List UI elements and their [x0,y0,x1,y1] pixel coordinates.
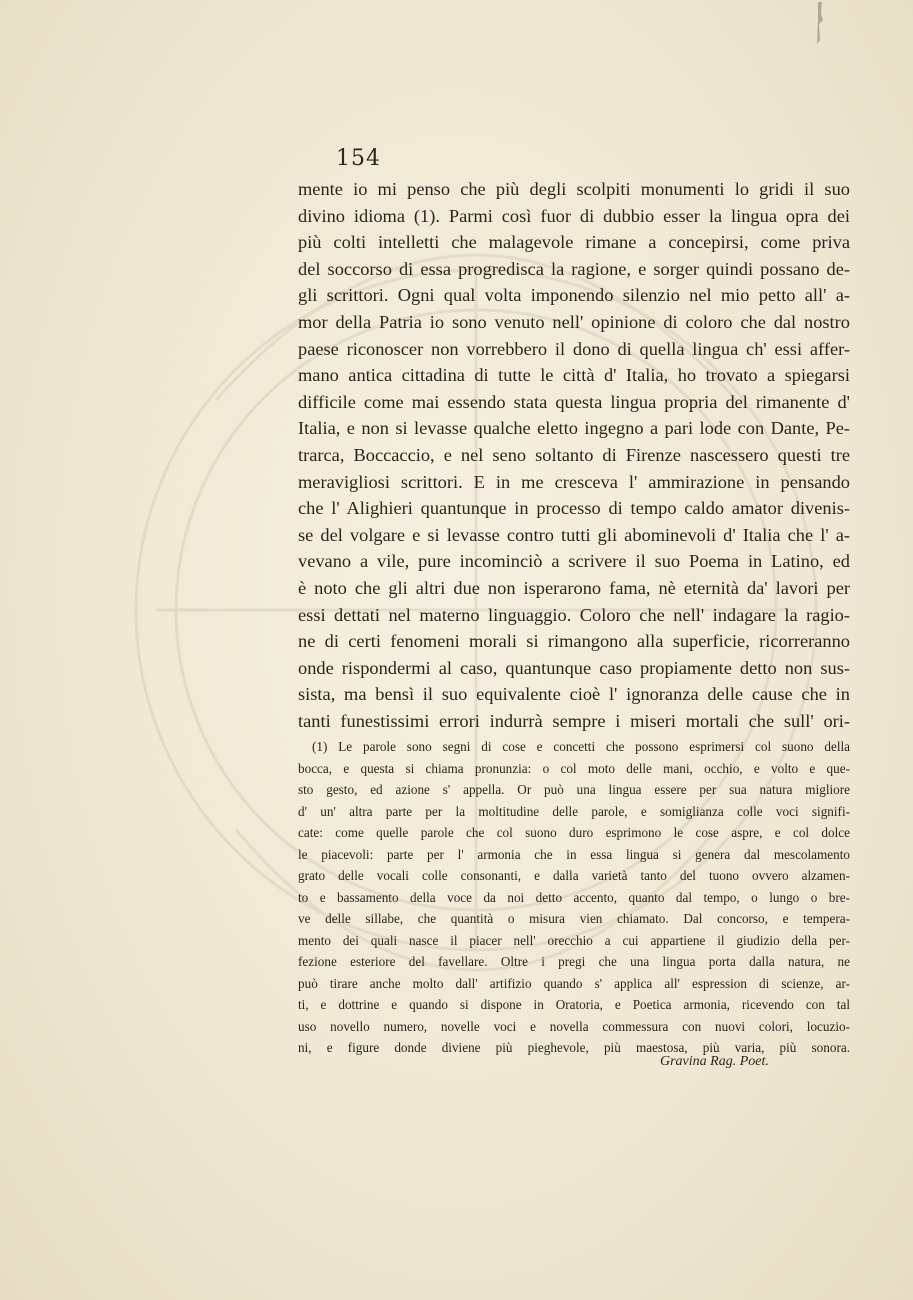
footnote-line: (1) Le parole sono segni di cose e concetti che possono esprimersi col suono della [312,739,850,754]
text-line: Italia, e non si levasse qualche eletto ingegno a pari lode con Dante, Pe- [298,418,850,439]
main-text [298,176,850,734]
text-line: mente io mi penso che più degli scolpiti monumenti lo gridi il suo [298,179,850,199]
footnote-line: to e bassamento della voce da noi detto accento, quanto dal tempo, o lungo o bre- [298,889,850,905]
footnote-line: d' un' altra parte per la moltitudine delle parole, e somiglianza colle voci signifi- [298,803,850,819]
footnote-line: sto gesto, ed azione s' appella. Or può una lingua essere per sua natura migliore [298,782,850,797]
text-line: tanti funestissimi errori indurrà sempre i miseri mortali che sull' ori- [298,710,850,731]
footnote-line: può tirare anche molto dall' artifizio quando s' applica all' espression di scienze, ar- [298,975,850,991]
text-line: essi dettati nel materno linguaggio. Coloro che nell' indagare la ragio- [298,604,850,625]
text-line: ne di certi fenomeni morali si rimangono alla superficie, ricorreranno [298,631,850,652]
footnote [298,736,850,1059]
text-line: che l' Alighieri quantunque in processo di tempo caldo amator divenis- [298,498,850,519]
text-line: più colti intelletti che malagevole rimane a concepirsi, come priva [298,232,850,253]
footnote-line: ni, e figure donde diviene più pieghevole, più maestosa, più varia, più sonora. [298,1040,850,1055]
text-line: divino idioma (1). Parmi così fuor di dubbio esser la lingua opra dei [298,205,850,226]
text-line: se del volgare e si levasse contro tutti gli abominevoli d' Italia che l' a- [298,524,850,545]
footnote-line: grato delle vocali colle consonanti, e dalla varietà tanto del tuono ovvero alzamen- [298,868,850,883]
text-line: mor della Patria io sono venuto nell' opinione di coloro che dal nostro [298,311,850,332]
footnote-line: uso novello numero, novelle voci e novella commessura con nuovi colori, locuzio- [298,1018,850,1034]
footnote-line: fezione esteriore del favellare. Oltre i pregi che una lingua porta dalla natura, ne [298,954,850,969]
text-line: gli scrittori. Ogni qual volta imponendo silenzio nel mio petto all' a- [298,285,850,306]
text-line: vevano a vile, pure incominciò a scrivere il suo Poema in Latino, ed [298,551,850,572]
footnote-line: mento dei quali nasce il piacer nell' orecchio a cui appartiene il giudizio della per- [298,932,850,948]
footnote-line: ve delle sillabe, che quantità o misura vien chiamato. Dal concorso, e tempera- [298,911,850,926]
text-line: è noto che gli altri due non isperarono fama, nè eternità da' lavori per [298,577,850,598]
text-line: del soccorso di essa progredisca la ragione, e sorger quindi possano de- [298,258,850,279]
text-line: mano antica cittadina di tutte le città d' Italia, ho trovato a spiegarsi [298,365,850,386]
page-number: 154 [336,146,381,171]
margin-smudge [812,0,828,46]
text-line: trarca, Boccaccio, e nel seno soltanto di Firenze nascessero questi tre [298,444,850,465]
text-line: paese riconoscer non vorrebbero il dono di quella lingua ch' essi affer- [298,338,850,359]
footnote-attribution: Gravina Rag. Poet. [660,1054,769,1069]
footnote-line: cate: come quelle parole che col suono duro esprimono le cose aspre, e col dolce [298,825,850,840]
footnote-line: ti, e dottrine e quando si dispone in Oratoria, e Poetica armonia, ricevendo con tal [298,997,850,1012]
footnote-line: le piacevoli: parte per l' armonia che in essa lingua si genera dal mescolamento [298,846,850,862]
text-line: difficile come mai essendo stata questa lingua propria del rimanente d' [298,391,850,412]
footnote-line: bocca, e questa si chiama pronunzia: o col moto delle mani, occhio, e volto e que- [298,760,850,776]
text-line: sista, ma bensì il suo equivalente cioè l' ignoranza delle cause che in [298,684,850,705]
text-line: onde rispondermi al caso, quantunque caso propiamente detto non sus- [298,657,850,678]
text-line: meravigliosi scrittori. E in me cresceva l' ammirazione in pensando [298,471,850,492]
